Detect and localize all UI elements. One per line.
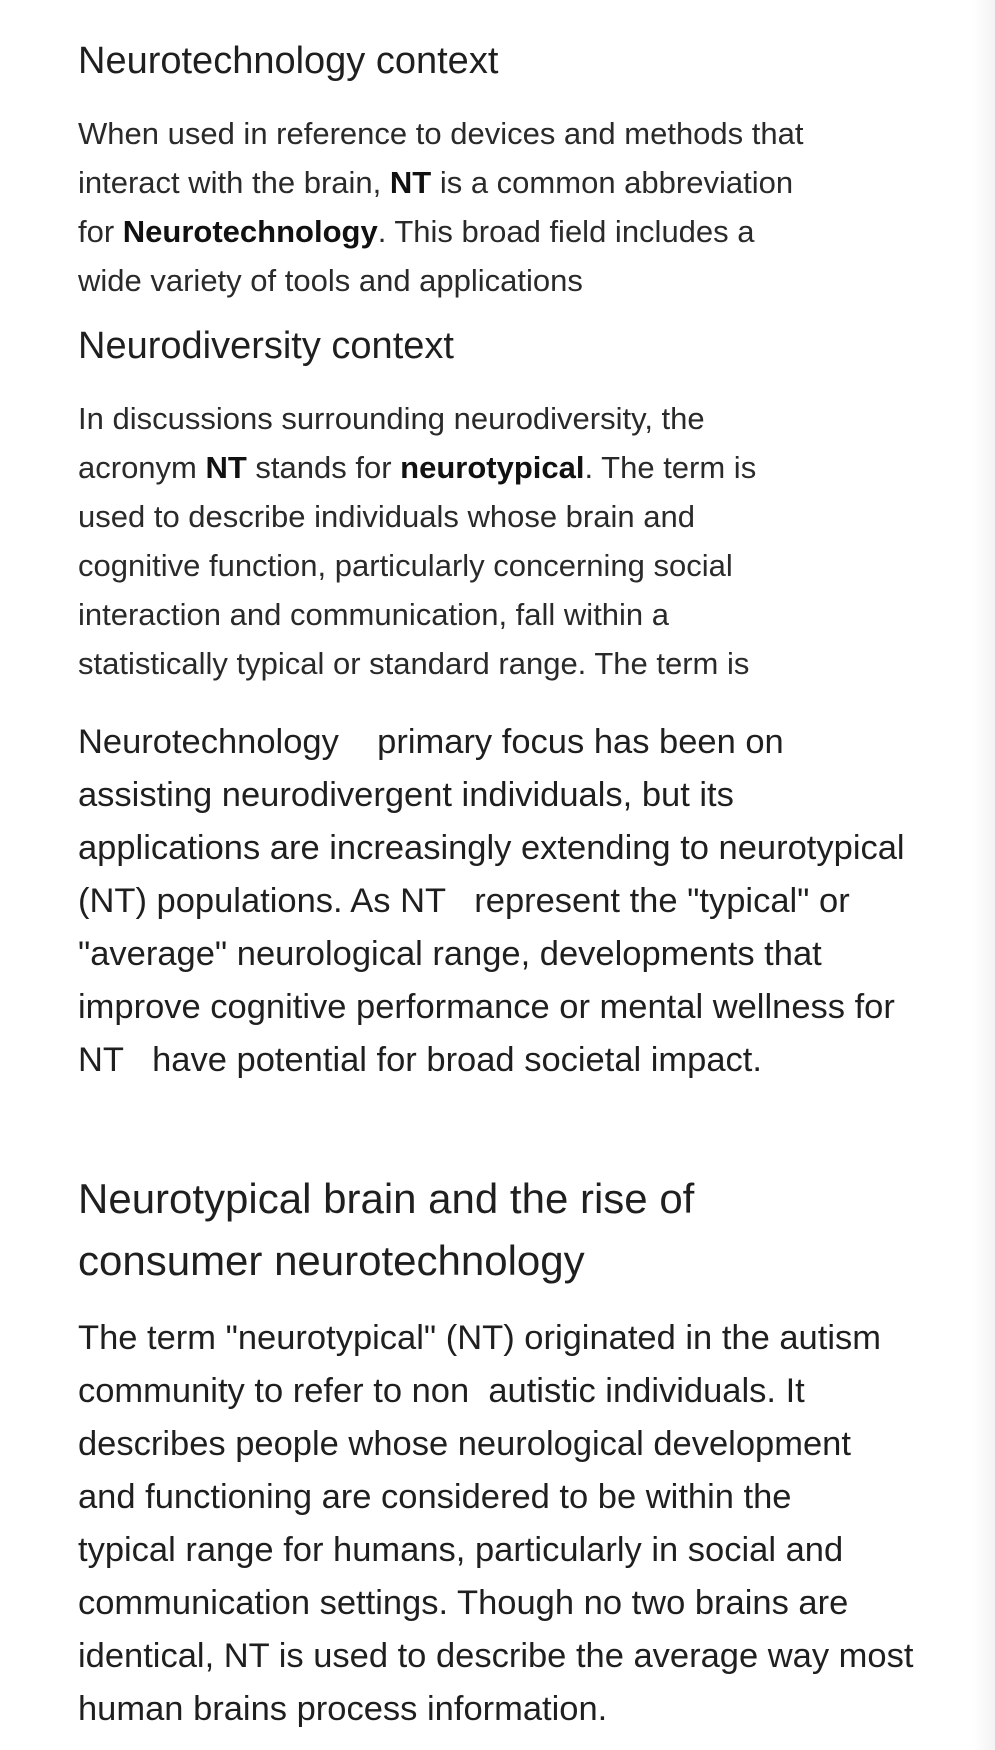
impact-paragraph	[78, 716, 905, 1087]
paragraph-line: identical, NT is used to describe the average way most	[78, 1637, 914, 1675]
paragraph-line: communication settings. Though no two brains are	[78, 1584, 849, 1622]
paragraph-line: applications are increasingly extending to neurotypical	[78, 829, 905, 867]
paragraph-line: describes people whose neurological development	[78, 1425, 851, 1463]
neurotechnology-paragraph	[78, 109, 804, 305]
paragraph-line: wide variety of tools and applications	[78, 263, 583, 298]
section-heading-neurotechnology: Neurotechnology context	[78, 40, 499, 82]
paragraph-line: interact with the brain, NT is a common abbreviation	[78, 165, 794, 200]
nt-bold: NT	[205, 450, 247, 485]
section-heading-neurodiversity: Neurodiversity context	[78, 325, 454, 367]
paragraph-line: In discussions surrounding neurodiversity, the	[78, 401, 705, 436]
paragraph-line: for Neurotechnology. This broad field includes a	[78, 214, 755, 249]
page-edge-shadow	[973, 0, 995, 1750]
paragraph-line: and functioning are considered to be within the	[78, 1478, 792, 1516]
paragraph-line: human brains process information.	[78, 1690, 608, 1728]
paragraph-line: interaction and communication, fall within a	[78, 597, 670, 632]
heading-line: consumer neurotechnology	[78, 1237, 585, 1284]
paragraph-line: The term "neurotypical" (NT) originated in the autism	[78, 1319, 881, 1357]
paragraph-line: acronym NT stands for neurotypical. The term is	[78, 450, 757, 485]
heading-line: Neurotypical brain and the rise of	[78, 1175, 695, 1222]
paragraph-line: "average" neurological range, developments that	[78, 935, 822, 973]
neurodiversity-paragraph	[78, 394, 756, 688]
neurotypical-bold: neurotypical	[400, 450, 585, 485]
nt-bold: NT	[389, 165, 432, 200]
paragraph-line: cognitive function, particularly concerning social	[78, 548, 733, 583]
section-heading-consumer-neurotechnology	[78, 1168, 694, 1292]
paragraph-line: improve cognitive performance or mental wellness for	[78, 988, 895, 1026]
paragraph-line: When used in reference to devices and methods that	[78, 116, 804, 151]
paragraph-line: typical range for humans, particularly in social and	[78, 1531, 844, 1569]
paragraph-line: community to refer to non autistic individuals. It	[78, 1372, 805, 1410]
neurotechnology-bold: Neurotechnology	[122, 214, 378, 249]
paragraph-line: Neurotechnology primary focus has been on	[78, 723, 784, 761]
paragraph-line: used to describe individuals whose brain and	[78, 499, 695, 534]
paragraph-line: NT have potential for broad societal impact.	[78, 1041, 762, 1079]
paragraph-line: statistically typical or standard range. The term is	[78, 646, 750, 681]
neurotypical-origin-paragraph	[78, 1312, 913, 1736]
paragraph-line: assisting neurodivergent individuals, but its	[78, 776, 734, 814]
paragraph-line: (NT) populations. As NT represent the "typical" or	[78, 882, 850, 920]
